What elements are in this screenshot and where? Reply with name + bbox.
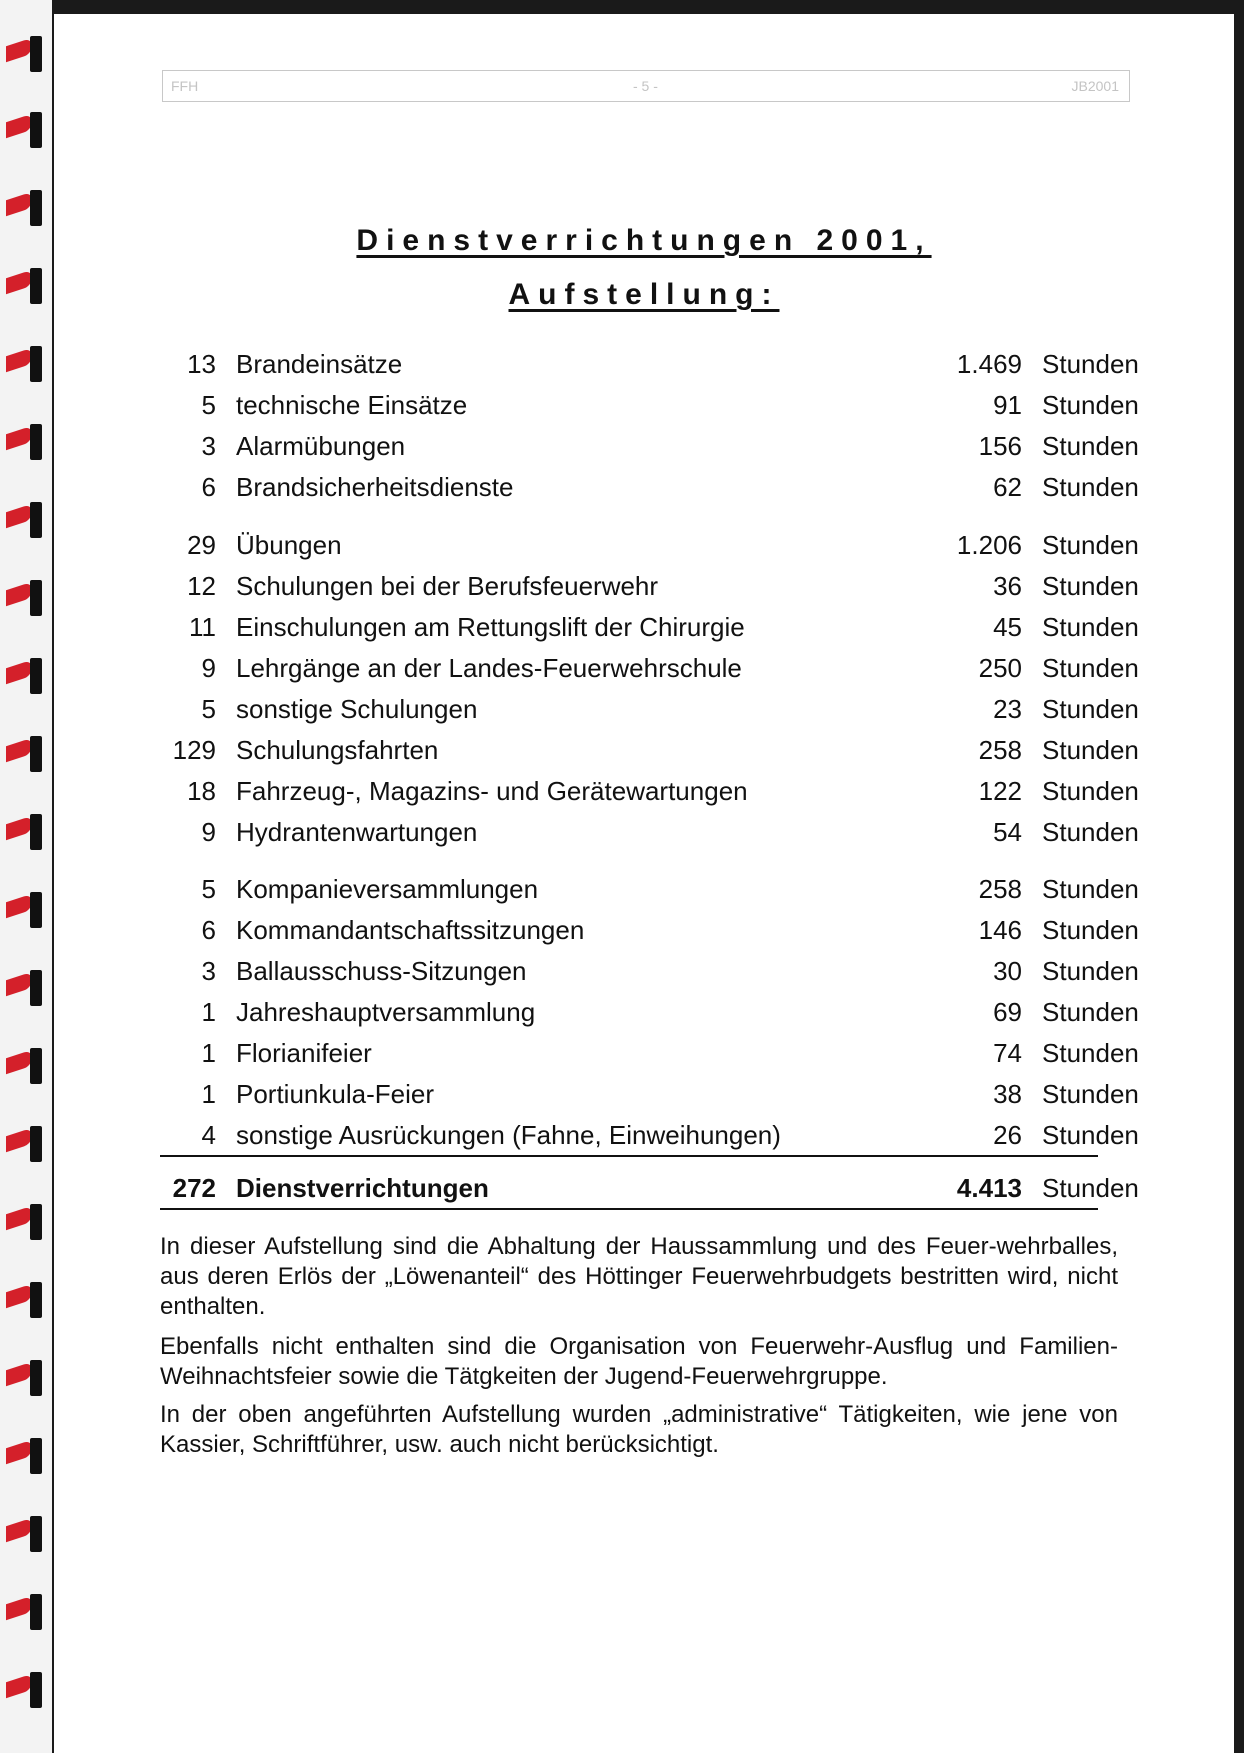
table-row <box>154 951 1154 991</box>
row-unit: Stunden <box>1042 571 1139 601</box>
row-label: Kompanieversammlungen <box>236 874 539 904</box>
page-subtitle: Aufstellung: <box>508 278 780 311</box>
row-unit: Stunden <box>1042 776 1139 806</box>
binding-ring <box>6 36 38 66</box>
note-paragraph: In dieser Aufstellung sind die Abhaltung der Haussammlung und des Feuer-wehrballes, aus deren Erlös der „Löwenanteil“ des Höttinger Feuerwehrbudgets bestritten wird, nicht enthalten. <box>160 1233 1118 1320</box>
row-label: Brandsicherheitsdienste <box>236 472 514 502</box>
row-count: 129 <box>172 735 216 765</box>
document-page <box>54 14 1234 1753</box>
row-unit: Stunden <box>1042 915 1139 945</box>
table-row <box>154 1115 1154 1155</box>
total-unit: Stunden <box>1042 1173 1139 1203</box>
row-label: Hydrantenwartungen <box>236 817 478 847</box>
row-label: Brandeinsätze <box>236 349 403 379</box>
table-row <box>154 566 1154 606</box>
row-hours: 36 <box>993 571 1022 601</box>
total-count: 272 <box>172 1173 216 1203</box>
page-header <box>162 70 1130 102</box>
row-unit: Stunden <box>1042 530 1139 560</box>
binding-ring <box>6 1360 38 1390</box>
row-unit: Stunden <box>1042 390 1139 420</box>
table-row <box>154 385 1154 425</box>
row-label: Kommandantschaftssitzungen <box>236 915 585 945</box>
table-row <box>154 689 1154 729</box>
row-count: 5 <box>201 390 216 420</box>
note-paragraph: In der oben angeführten Aufstellung wurden „administrative“ Tätigkeiten, wie jene von Kassier, Schriftführer, usw. auch nicht berücksichtigt. <box>160 1401 1118 1458</box>
row-label: Alarmübungen <box>236 431 406 461</box>
table-row <box>154 426 1154 466</box>
row-hours: 250 <box>978 653 1022 683</box>
row-label: Schulungen bei der Berufsfeuerwehr <box>236 571 659 601</box>
row-unit: Stunden <box>1042 956 1139 986</box>
row-count: 1 <box>201 997 216 1027</box>
row-label: Lehrgänge an der Landes-Feuerwehrschule <box>236 653 742 683</box>
row-count: 11 <box>189 612 216 642</box>
total-row <box>154 1168 1154 1208</box>
row-label: sonstige Schulungen <box>236 694 478 724</box>
row-hours: 258 <box>978 874 1022 904</box>
row-unit: Stunden <box>1042 653 1139 683</box>
row-hours: 1.469 <box>956 349 1022 379</box>
binding-ring <box>6 580 38 610</box>
row-unit: Stunden <box>1042 472 1139 502</box>
row-count: 6 <box>201 472 216 502</box>
row-unit: Stunden <box>1042 694 1139 724</box>
total-label: Dienstverrichtungen <box>236 1173 489 1203</box>
row-unit: Stunden <box>1042 1120 1139 1150</box>
row-count: 18 <box>187 776 216 806</box>
binding-ring <box>6 1204 38 1234</box>
binding-ring <box>6 346 38 376</box>
row-label: Florianifeier <box>236 1038 372 1068</box>
row-count: 1 <box>201 1038 216 1068</box>
binding-ring <box>6 892 38 922</box>
binding-ring <box>6 190 38 220</box>
table-row <box>154 730 1154 770</box>
binding-ring <box>6 970 38 1000</box>
total-rule <box>160 1208 1098 1210</box>
row-count: 12 <box>187 571 216 601</box>
row-hours: 156 <box>978 431 1022 461</box>
page-number: - 5 - <box>633 78 658 94</box>
table-row <box>154 648 1154 688</box>
row-label: Portiunkula-Feier <box>236 1079 434 1109</box>
row-unit: Stunden <box>1042 349 1139 379</box>
table-row <box>154 869 1154 909</box>
row-unit: Stunden <box>1042 612 1139 642</box>
binding-ring <box>6 1438 38 1468</box>
subtotal-rule <box>160 1155 1098 1157</box>
row-unit: Stunden <box>1042 1079 1139 1109</box>
header-right: JB2001 <box>1071 78 1119 94</box>
row-count: 4 <box>201 1120 216 1150</box>
row-unit: Stunden <box>1042 735 1139 765</box>
binding-ring <box>6 268 38 298</box>
table-row <box>154 771 1154 811</box>
row-label: Übungen <box>236 530 342 560</box>
row-unit: Stunden <box>1042 1038 1139 1068</box>
row-count: 9 <box>201 653 216 683</box>
binding-ring <box>6 1594 38 1624</box>
row-hours: 146 <box>978 915 1022 945</box>
table-row <box>154 467 1154 507</box>
binding-ring <box>6 1282 38 1312</box>
row-hours: 54 <box>993 817 1022 847</box>
row-hours: 26 <box>993 1120 1022 1150</box>
row-hours: 1.206 <box>956 530 1022 560</box>
row-hours: 23 <box>993 694 1022 724</box>
row-label: Schulungsfahrten <box>236 735 439 765</box>
table-row <box>154 992 1154 1032</box>
row-hours: 38 <box>993 1079 1022 1109</box>
table-row <box>154 1033 1154 1073</box>
binding-ring <box>6 502 38 532</box>
row-count: 1 <box>201 1079 216 1109</box>
row-count: 29 <box>187 530 216 560</box>
binding-ring <box>6 1516 38 1546</box>
binding-ring <box>6 658 38 688</box>
row-hours: 62 <box>993 472 1022 502</box>
binding-ring <box>6 1126 38 1156</box>
row-unit: Stunden <box>1042 997 1139 1027</box>
binding-ring <box>6 1048 38 1078</box>
note-paragraph: Ebenfalls nicht enthalten sind die Organisation von Feuerwehr-Ausflug und Familien-Weihnachtsfeier sowie die Tätgkeiten der Jugend-Feuerwehrgruppe. <box>160 1333 1118 1390</box>
row-hours: 74 <box>993 1038 1022 1068</box>
table-row <box>154 344 1154 384</box>
row-label: sonstige Ausrückungen (Fahne, Einweihungen) <box>236 1120 781 1150</box>
row-hours: 30 <box>993 956 1022 986</box>
spiral-binding <box>0 0 52 1753</box>
row-count: 5 <box>201 694 216 724</box>
row-label: Einschulungen am Rettungslift der Chirurgie <box>236 612 745 642</box>
row-unit: Stunden <box>1042 874 1139 904</box>
row-count: 3 <box>201 956 216 986</box>
table-row <box>154 1074 1154 1114</box>
row-label: technische Einsätze <box>236 390 468 420</box>
binding-ring <box>6 814 38 844</box>
binding-ring <box>6 112 38 142</box>
total-hours: 4.413 <box>956 1173 1022 1203</box>
row-label: Fahrzeug-, Magazins- und Gerätewartungen <box>236 776 748 806</box>
binding-ring <box>6 1672 38 1702</box>
row-count: 6 <box>201 915 216 945</box>
page-title: Dienstverrichtungen 2001, <box>356 224 932 257</box>
row-unit: Stunden <box>1042 817 1139 847</box>
row-unit: Stunden <box>1042 431 1139 461</box>
row-hours: 91 <box>993 390 1022 420</box>
table-row <box>154 812 1154 852</box>
row-count: 13 <box>187 349 216 379</box>
table-row <box>154 525 1154 565</box>
row-hours: 258 <box>978 735 1022 765</box>
row-label: Jahreshauptversammlung <box>236 997 536 1027</box>
row-count: 5 <box>201 874 216 904</box>
binding-ring <box>6 736 38 766</box>
row-hours: 69 <box>993 997 1022 1027</box>
table-row <box>154 910 1154 950</box>
row-count: 3 <box>201 431 216 461</box>
row-label: Ballausschuss-Sitzungen <box>236 956 527 986</box>
row-hours: 45 <box>993 612 1022 642</box>
header-left: FFH <box>171 78 199 94</box>
table-row <box>154 607 1154 647</box>
binding-ring <box>6 424 38 454</box>
row-hours: 122 <box>978 776 1022 806</box>
row-count: 9 <box>201 817 216 847</box>
